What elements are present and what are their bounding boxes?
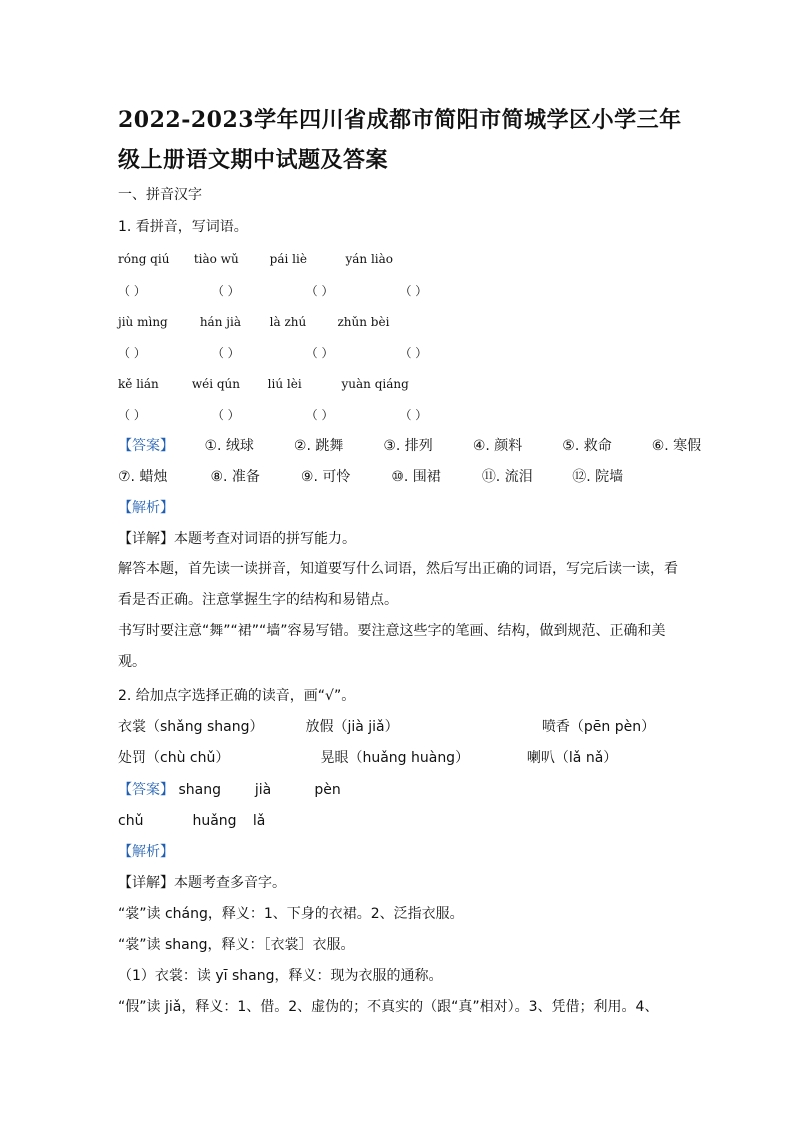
reading-item: 喇叭（lǎ nǎ） (526, 750, 618, 766)
section-heading: 一、拼音汉字 (118, 187, 202, 203)
answer-row-3 (118, 779, 364, 801)
pinyin-item: róng qiú (118, 252, 170, 266)
explanation-line: “裳”读 shang，释义：［衣裳］衣服。 (118, 937, 355, 953)
answer-label: 【答案】 (118, 782, 174, 798)
answer-item: ④. 颜料 (472, 438, 523, 454)
answer-item: ⑦. 蜡烛 (118, 469, 168, 485)
pinyin-item: kě lián (118, 377, 159, 391)
pinyin-item: jiù mìng (118, 315, 168, 329)
reading-row-2 (118, 747, 647, 769)
answer-label: 【答案】 (118, 438, 174, 454)
answer-item: ⑩. 围裙 (391, 469, 441, 485)
blank[interactable]: （ ） (305, 408, 334, 422)
answer-item: lǎ (252, 813, 266, 829)
question-2-prompt: 2. 给加点字选择正确的读音，画“√”。 (118, 688, 356, 704)
explanation-line: （1）衣裳：读 yī shang，释义：现为衣服的通称。 (118, 968, 443, 984)
blank[interactable]: （ ） (305, 346, 334, 360)
pinyin-item: zhǔn bèi (337, 315, 390, 329)
explanation-paragraph: 书写时要注意“舞”“裙”“墙”容易写错。要注意这些字的笔画、结构，做到规范、正确和美观。 (118, 623, 666, 670)
pinyin-item: wéi qún (191, 377, 240, 391)
pinyin-row-1 (118, 248, 435, 270)
detail-text: 【详解】本题考查多音字。 (118, 875, 286, 891)
reading-item: 喷香（pēn pèn） (541, 719, 656, 735)
answer-item: ③. 排列 (383, 438, 433, 454)
pinyin-item: hán jià (199, 315, 241, 329)
pinyin-item: yán liào (345, 252, 394, 266)
blank[interactable]: （ ） (399, 408, 428, 422)
answer-blanks-row-3 (118, 404, 489, 426)
answer-blanks-row-2 (118, 342, 489, 364)
blank[interactable]: （ ） (118, 284, 146, 298)
reading-row-1 (118, 716, 682, 738)
answer-blanks-row-1 (118, 280, 489, 302)
detail-text: 【详解】本题考查对词语的拼写能力。 (118, 531, 356, 547)
reading-item: 晃眼（huǎng huàng） (320, 750, 470, 766)
pinyin-item: pái liè (269, 252, 307, 266)
reading-item: 处罚（chù chǔ） (118, 750, 230, 766)
blank[interactable]: （ ） (118, 346, 146, 360)
answer-item: ⑫. 院墙 (572, 469, 624, 485)
document-title: 2022-2023学年四川省成都市简阳市简城学区小学三年级上册语文期中试题及答案 (118, 107, 682, 173)
pinyin-item: là zhú (269, 315, 307, 329)
answer-item: shang (178, 782, 221, 798)
answer-item: ②. 跳舞 (293, 438, 344, 454)
answer-item: chǔ (118, 813, 144, 829)
blank[interactable]: （ ） (211, 284, 240, 298)
answer-item: ①. 绒球 (204, 438, 254, 454)
explanation-line: “裳”读 cháng，释义：1、下身的衣裙。2、泛指衣服。 (118, 906, 464, 922)
blank[interactable]: （ ） (399, 346, 428, 360)
pinyin-row-3 (118, 373, 431, 395)
pinyin-row-2 (118, 311, 427, 333)
answer-item: jià (254, 782, 272, 798)
answer-item: ⑨. 可怜 (300, 469, 351, 485)
answer-item: pèn (314, 782, 341, 798)
blank[interactable]: （ ） (211, 346, 240, 360)
answer-row-2 (118, 466, 652, 488)
answer-row-4 (118, 810, 293, 832)
answer-item: huǎng (192, 813, 237, 829)
blank[interactable]: （ ） (211, 408, 240, 422)
reading-item: 放假（jià jiǎ） (305, 719, 399, 735)
explanation-line: “假”读 jiǎ，释义：1、借。2、虚伪的；不真实的（跟“真”相对）。3、凭借；利用。4、 (118, 999, 659, 1015)
answer-row-1 (118, 435, 712, 457)
reading-item: 衣裳（shǎng shang） (118, 719, 264, 735)
question-1-prompt: 1. 看拼音，写词语。 (118, 219, 248, 235)
blank[interactable]: （ ） (305, 284, 334, 298)
answer-item: ⑤. 救命 (562, 438, 612, 454)
pinyin-item: yuàn qiáng (341, 377, 409, 391)
answer-item: ⑥. 寒假 (651, 438, 702, 454)
pinyin-item: liú lèi (267, 377, 302, 391)
answer-item: ⑧. 准备 (210, 469, 260, 485)
answer-item: ⑪. 流泪 (481, 469, 533, 485)
pinyin-item: tiào wǔ (193, 252, 239, 266)
analysis-label: 【解析】 (118, 844, 174, 860)
analysis-label: 【解析】 (118, 500, 174, 516)
blank[interactable]: （ ） (399, 284, 428, 298)
explanation-paragraph: 解答本题，首先读一读拼音，知道要写什么词语，然后写出正确的词语，写完后读一读，看看是否正确。注意掌握生字的结构和易错点。 (118, 561, 678, 608)
blank[interactable]: （ ） (118, 408, 146, 422)
